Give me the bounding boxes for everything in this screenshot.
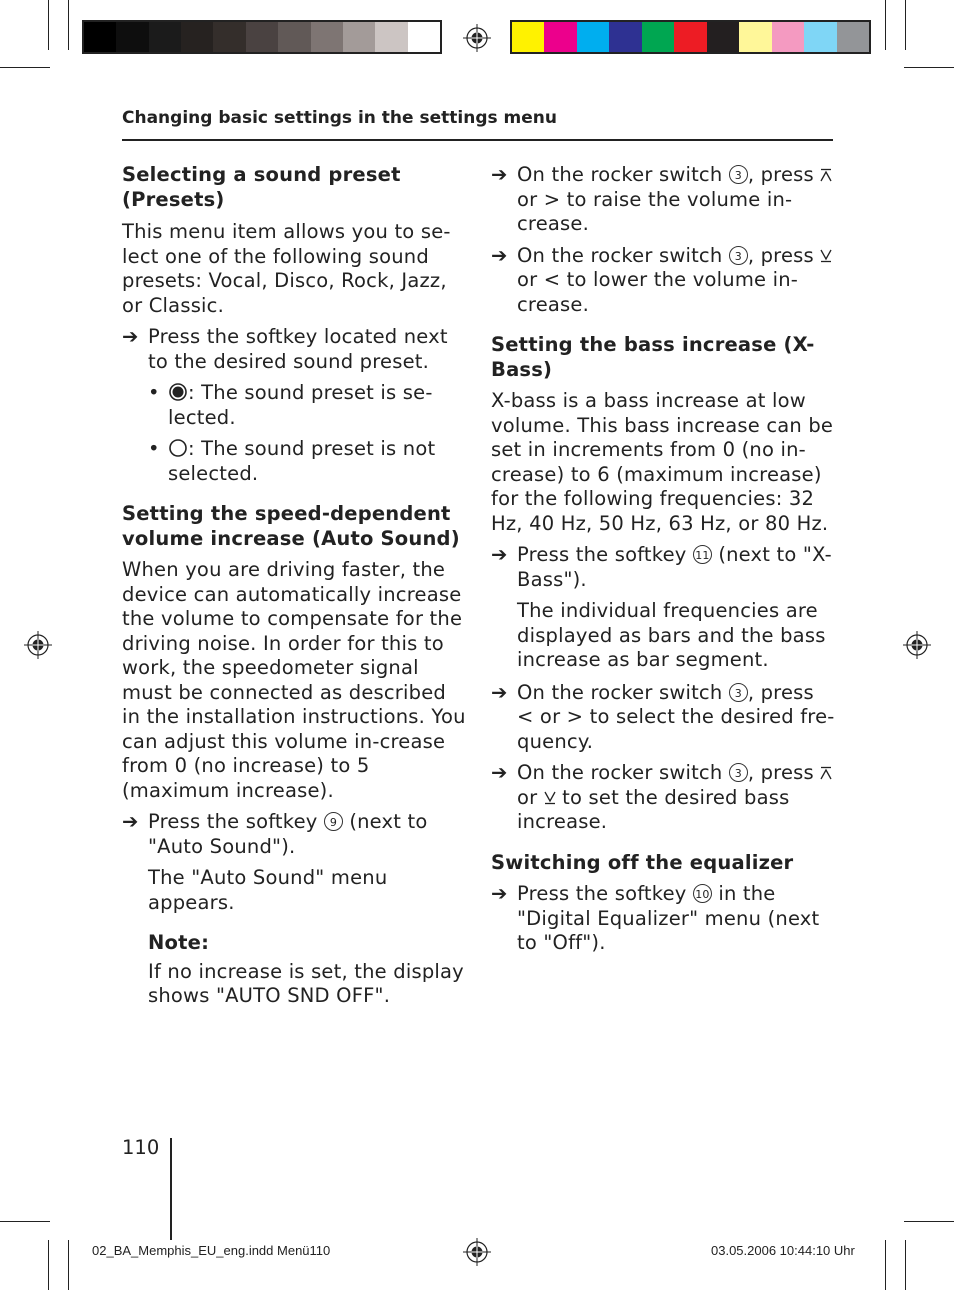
arrow-icon: ➔ — [491, 243, 508, 267]
color-swatch — [246, 22, 278, 52]
step-select-frequency: ➔ On the rocker switch 3 , press < or > to select the desired fre-quency. — [491, 680, 835, 753]
color-swatch — [609, 22, 641, 52]
down-caret-icon — [544, 791, 556, 805]
header-rule — [122, 139, 833, 141]
color-swatch — [837, 22, 869, 52]
registration-mark-icon — [463, 1238, 491, 1266]
registration-mark-icon — [24, 631, 52, 659]
presets-paragraph: This menu item allows you to se-lect one of the following sound presets: Vocal, Disco, Rock, Jazz, or Classic. — [122, 220, 451, 317]
page-number: 110 — [122, 1136, 160, 1159]
color-calibration-bar — [510, 20, 871, 54]
color-swatch — [408, 22, 440, 52]
rocker-number-badge: 3 — [729, 683, 748, 702]
crop-mark — [68, 1240, 69, 1290]
step-lower-volume: ➔ On the rocker switch 3 , press or < to lower the volume in-crease. — [491, 244, 836, 318]
crop-mark — [904, 67, 954, 68]
arrow-icon: ➔ — [122, 810, 139, 833]
color-swatch — [311, 22, 343, 52]
color-swatch — [772, 22, 804, 52]
registration-mark-icon — [463, 24, 491, 52]
arrow-icon: ➔ — [491, 163, 508, 186]
color-swatch — [149, 22, 181, 52]
page-header-title: Changing basic settings in the settings menu — [122, 108, 557, 128]
crop-mark — [48, 0, 49, 50]
crop-mark — [905, 0, 906, 50]
bullet-dot-icon: • — [148, 381, 160, 404]
color-swatch — [84, 22, 116, 52]
color-swatch — [278, 22, 310, 52]
color-swatch — [739, 22, 771, 52]
step-set-bass: ➔ On the rocker switch 3 , press or to set the desired bass increase. — [491, 761, 836, 835]
step-auto-softkey: ➔ Press the softkey 9 (next to "Auto Sound"). — [122, 810, 428, 858]
auto-sound-paragraph: When you are driving faster, the device can automatically increase the volume to compensate for the driving noise. In order for this to work, the speedometer signal must be connected as described in the installation instructions. You can adjust this volume in-crease from 0 (no increase) to 5 (maximum increase). — [122, 558, 466, 802]
note-text: If no increase is set, the display shows "AUTO SND OFF". — [148, 959, 464, 1007]
color-swatch — [343, 22, 375, 52]
color-swatch — [512, 22, 544, 52]
color-swatch — [707, 22, 739, 52]
color-swatch — [181, 22, 213, 52]
crop-mark — [905, 1240, 906, 1290]
grayscale-calibration-bar — [82, 20, 442, 54]
section-heading-auto-sound: Setting the speed-dependent volume increase (Auto Sound) — [122, 502, 460, 550]
arrow-icon: ➔ — [491, 761, 508, 784]
rocker-number-badge: 3 — [729, 246, 748, 265]
step-xbass-softkey: ➔ Press the softkey 11 (next to "X-Bass"). — [491, 543, 832, 591]
xbass-paragraph: X-bass is a bass increase at low volume. This bass increase can be set in increments from 0 (no in-crease) to 6 (maximum increase) for the following frequencies: 32 Hz, 40 Hz, 50 Hz, 63 Hz, or 80 Hz. — [491, 389, 834, 535]
crop-mark — [68, 0, 69, 50]
section-heading-presets: Selecting a sound preset (Presets) — [122, 163, 401, 211]
right-column — [491, 163, 836, 956]
step-presets-softkey: ➔ Press the softkey located next to the desired sound preset. — [122, 325, 448, 373]
color-swatch — [116, 22, 148, 52]
color-swatch — [804, 22, 836, 52]
bullet-not-selected: • : The sound preset is not selected. — [148, 437, 436, 485]
filled-radio-icon — [168, 382, 188, 402]
color-swatch — [544, 22, 576, 52]
softkey-number-badge: 10 — [693, 884, 712, 903]
step-raise-volume: ➔ On the rocker switch 3 , press or > to raise the volume in-crease. — [491, 163, 836, 237]
xbass-info-text: The individual frequencies are displayed as bars and the bass increase as bar segment. — [517, 599, 826, 671]
empty-radio-icon — [168, 438, 188, 458]
footer-timestamp: 03.05.2006 10:44:10 Uhr — [711, 1243, 855, 1258]
note-label: Note: — [148, 931, 210, 954]
softkey-number-badge: 11 — [693, 545, 712, 564]
auto-sound-appears-text: The "Auto Sound" menu appears. — [148, 866, 388, 914]
color-swatch — [577, 22, 609, 52]
crop-mark — [885, 0, 886, 50]
down-caret-icon — [820, 249, 832, 263]
footer-file-info: 02_BA_Memphis_EU_eng.indd Menü110 — [92, 1243, 331, 1258]
color-swatch — [674, 22, 706, 52]
registration-mark-icon — [903, 631, 931, 659]
page-number-rule — [170, 1138, 172, 1240]
arrow-icon: ➔ — [491, 882, 508, 905]
arrow-icon: ➔ — [491, 543, 508, 566]
color-swatch — [375, 22, 407, 52]
crop-mark — [0, 67, 50, 68]
bullet-selected: • : The sound preset is se-lected. — [148, 381, 433, 429]
rocker-number-badge: 3 — [729, 763, 748, 782]
step-equalizer-off: ➔ Press the softkey 10 in the "Digital Equalizer" menu (next to "Off"). — [491, 882, 820, 954]
left-column — [122, 163, 467, 1009]
rocker-number-badge: 3 — [729, 165, 748, 184]
section-heading-xbass: Setting the bass increase (X-Bass) — [491, 333, 815, 381]
crop-mark — [48, 1240, 49, 1290]
up-caret-icon — [820, 168, 832, 182]
crop-mark — [0, 1221, 50, 1222]
crop-mark — [904, 1221, 954, 1222]
color-swatch — [642, 22, 674, 52]
color-swatch — [213, 22, 245, 52]
arrow-icon: ➔ — [122, 325, 139, 348]
section-heading-equalizer-off: Switching off the equalizer — [491, 850, 794, 874]
arrow-icon: ➔ — [491, 680, 508, 704]
softkey-number-badge: 9 — [324, 812, 343, 831]
up-caret-icon — [820, 766, 832, 780]
bullet-dot-icon: • — [148, 437, 160, 460]
crop-mark — [885, 1240, 886, 1290]
